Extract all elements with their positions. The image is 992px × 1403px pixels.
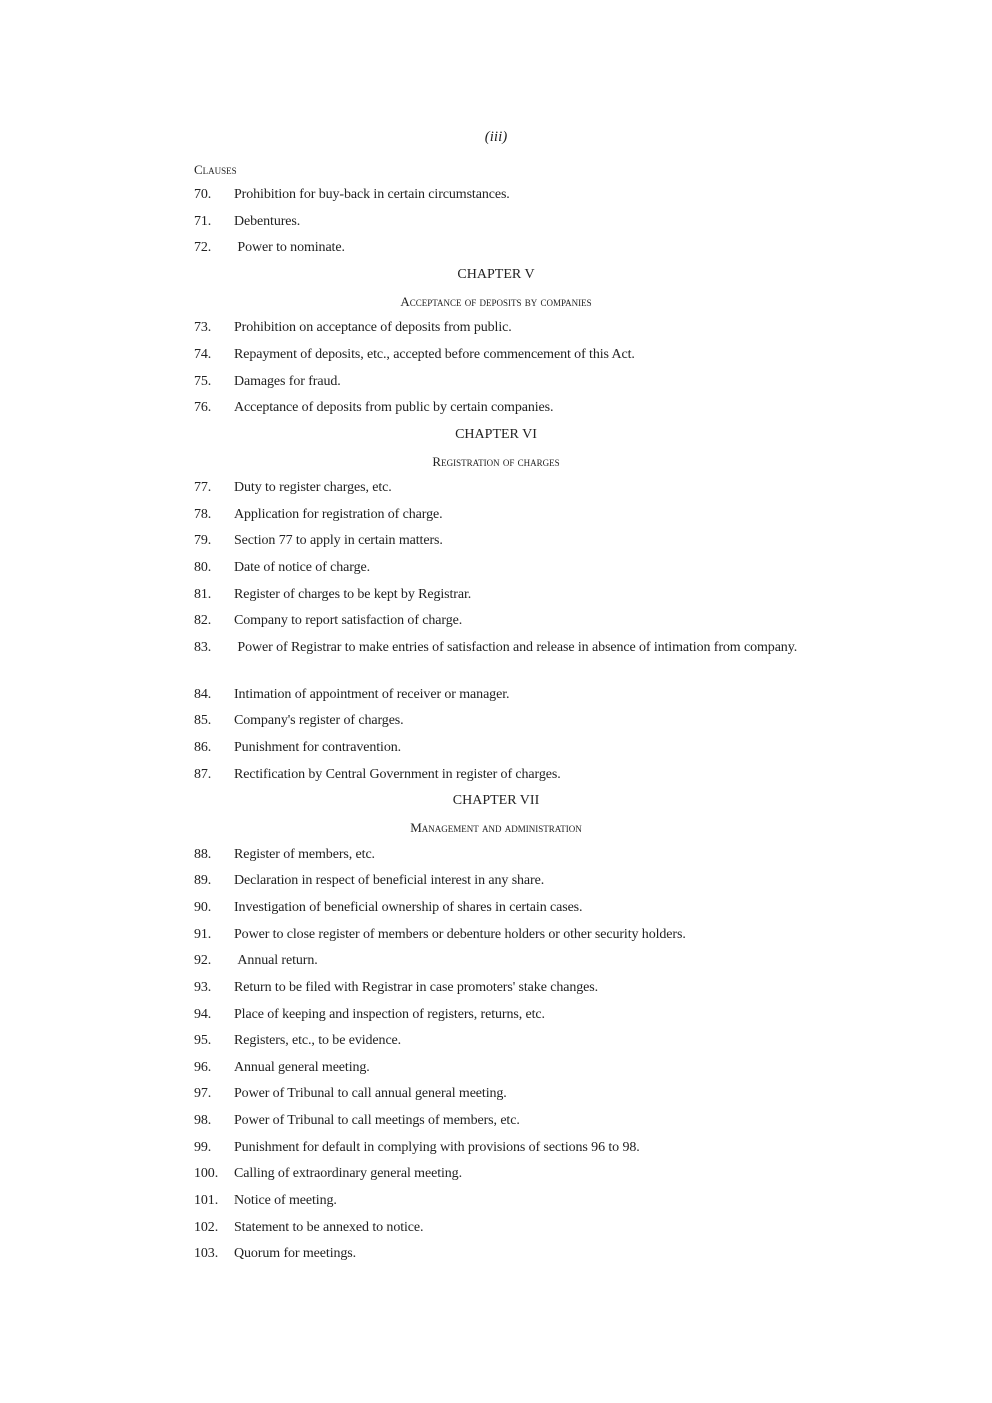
clause-item [194, 318, 804, 338]
clause-item [194, 1031, 804, 1051]
clause-number: 98. [194, 1113, 212, 1129]
clause-title: Date of notice of charge. [234, 560, 371, 576]
clauses-label: Clauses [194, 162, 237, 177]
clause-title: Power of Registrar to make entries of satisfaction and release in absence of intimation from company. [234, 640, 798, 656]
clause-item [194, 711, 804, 731]
clause-item [194, 845, 804, 865]
clause-item [194, 765, 804, 785]
clause-item [194, 871, 804, 891]
clause-number: 82. [194, 613, 212, 629]
clause-number: 88. [194, 846, 212, 862]
clause-title: Punishment for default in complying with provisions of sections 96 to 98. [234, 1139, 640, 1155]
clause-title: Company's register of charges. [234, 713, 404, 729]
clause-number: 81. [194, 586, 212, 602]
clause-title: Prohibition on acceptance of deposits from public. [234, 320, 512, 336]
clause-title: Power to close register of members or debenture holders or other security holders. [234, 926, 686, 942]
clause-item [194, 372, 804, 392]
clause-number: 76. [194, 400, 212, 416]
clause-item [194, 185, 804, 205]
clause-number: 87. [194, 766, 212, 782]
clause-number: 74. [194, 346, 212, 362]
clause-number: 91. [194, 926, 212, 942]
clause-title: Power of Tribunal to call meetings of members, etc. [234, 1113, 520, 1129]
clause-item [194, 505, 804, 525]
clause-number: 86. [194, 740, 212, 755]
clause-number: 93. [194, 979, 212, 995]
clause-number: 72. [194, 240, 212, 256]
clause-title: Section 77 to apply in certain matters. [234, 533, 443, 549]
clause-number: 77. [194, 480, 212, 496]
clause-title: Register of members, etc. [234, 846, 375, 862]
clause-number: 102. [194, 1219, 219, 1235]
page-number: (iii) [484, 129, 508, 145]
clause-number: 99. [194, 1139, 212, 1155]
clause-number: 90. [194, 899, 212, 915]
chapter-heading: Acceptance of deposits by companies [400, 293, 592, 309]
clause-item [194, 1058, 804, 1078]
clause-number: 73. [194, 320, 212, 336]
clause-title: Damages for fraud. [234, 373, 341, 389]
clause-number: 95. [194, 1033, 212, 1049]
clause-item [194, 611, 804, 631]
clause-number: 71. [194, 213, 212, 229]
clause-item [194, 951, 804, 971]
clause-number: 94. [194, 1006, 212, 1022]
clause-number: 92. [194, 953, 212, 969]
clause-item [194, 531, 804, 551]
clause-title: Notice of meeting. [234, 1193, 337, 1209]
clause-title: Power of Tribunal to call annual general meeting. [234, 1086, 507, 1102]
clause-title: Rectification by Central Government in register of charges. [234, 766, 561, 782]
clause-item [194, 212, 804, 232]
clause-number: 79. [194, 533, 212, 549]
clause-item [194, 1244, 804, 1264]
clause-title: Application for registration of charge. [234, 506, 443, 522]
clause-title: Register of charges to be kept by Registrar. [234, 586, 472, 602]
chapter-title: CHAPTER VI [455, 426, 537, 442]
chapter-title: CHAPTER V [457, 266, 535, 282]
clause-title: Statement to be annexed to notice. [234, 1219, 424, 1235]
clause-number: 96. [194, 1059, 212, 1075]
clause-number: 85. [194, 713, 212, 729]
clause-item [194, 238, 804, 258]
clause-title: Punishment for contravention. [234, 740, 402, 755]
clause-item [194, 1084, 804, 1104]
clause-title: Investigation of beneficial ownership of shares in certain cases. [234, 899, 583, 915]
clause-title: Return to be filed with Registrar in case promoters' stake changes. [234, 979, 598, 995]
clause-title: Declaration in respect of beneficial interest in any share. [234, 873, 545, 889]
clause-title: Quorum for meetings. [234, 1246, 357, 1262]
clause-number: 83. [194, 640, 212, 656]
clause-number: 78. [194, 506, 212, 522]
clause-item [194, 638, 804, 658]
clause-item [194, 738, 804, 758]
clause-item [194, 1005, 804, 1025]
clause-item [194, 685, 804, 705]
clause-number: 89. [194, 873, 212, 889]
chapter-title: CHAPTER VII [452, 793, 540, 809]
clause-item [194, 1138, 804, 1158]
clause-title: Duty to register charges, etc. [234, 480, 392, 496]
clause-item [194, 1218, 804, 1238]
clause-title: Annual general meeting. [234, 1059, 370, 1075]
clause-item [194, 398, 804, 418]
clause-title: Place of keeping and inspection of registers, returns, etc. [234, 1006, 545, 1022]
clause-title: Company to report satisfaction of charge. [234, 613, 463, 629]
clause-title: Prohibition for buy-back in certain circumstances. [234, 187, 510, 202]
clause-number: 84. [194, 686, 212, 702]
clause-title: Intimation of appointment of receiver or manager. [234, 686, 510, 702]
clause-item [194, 1164, 804, 1184]
clause-number: 70. [194, 187, 212, 202]
clause-item [194, 585, 804, 605]
clause-item [194, 1191, 804, 1211]
clause-item [194, 1111, 804, 1131]
clause-number: 97. [194, 1086, 212, 1102]
clause-title: Power to nominate. [234, 240, 345, 256]
clause-title: Acceptance of deposits from public by certain companies. [234, 400, 554, 416]
clause-item [194, 345, 804, 365]
clause-title: Repayment of deposits, etc., accepted before commencement of this Act. [234, 346, 635, 362]
clause-item [194, 478, 804, 498]
clause-item [194, 978, 804, 998]
clause-item [194, 558, 804, 578]
clause-number: 101. [194, 1193, 219, 1209]
clause-number: 75. [194, 373, 212, 389]
clause-number: 100. [194, 1166, 219, 1182]
chapter-heading: Registration of charges [432, 453, 560, 469]
clause-number: 80. [194, 560, 212, 576]
clause-item [194, 898, 804, 918]
chapter-heading: Management and administration [410, 819, 582, 835]
clause-item [194, 925, 804, 945]
clause-number: 103. [194, 1246, 219, 1262]
clause-title: Debentures. [234, 213, 301, 229]
clause-title: Registers, etc., to be evidence. [234, 1033, 402, 1049]
clause-title: Annual return. [234, 953, 318, 969]
clause-title: Calling of extraordinary general meeting. [234, 1166, 462, 1182]
